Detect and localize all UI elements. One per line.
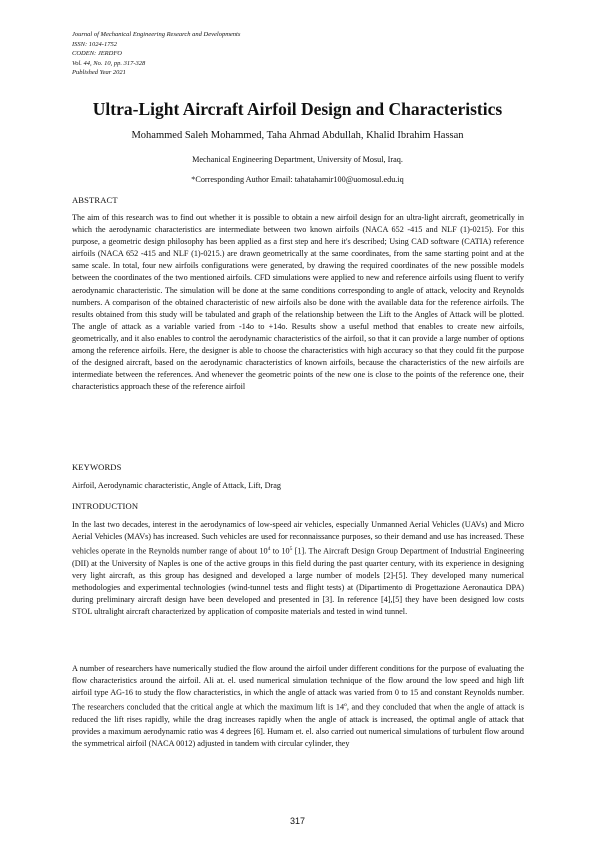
intro-p1-text-a: In the last two decades, interest in the aerodynamics of low-speed air vehicles, especially Unmanned Aerial Vehicles (UAVs) and Micro Aerial Vehicles (MAVs) has increased. Such vehicles are used for reconnaissance purposes, so their demand and use has increased. These vehicles operate in the Reynolds number range of about — [72, 520, 524, 556]
intro-paragraph-1 — [72, 519, 524, 618]
intro-p2-text-b: , and they concluded that when the angle of attack is reduced the lift rises rapidly, while the drag increases rapidly when the angle of attack is increased, the optimal angle of attack that provides a maximum aerodynamic ratio was 4 degrees [6]. Humam et. el. also carried out numerical simulations of turbulent flow around the symmetrical airfoil (NACA 0012) adjusted in tandem with circular cylinder, they — [72, 703, 524, 749]
author-affiliation: Mechanical Engineering Department, University of Mosul, Iraq. — [192, 155, 403, 164]
keywords-text: Airfoil, Aerodynamic characteristic, Angle of Attack, Lift, Drag — [72, 481, 281, 490]
reynolds-high-exponent: 5 — [289, 546, 293, 553]
introduction-heading: INTRODUCTION — [72, 501, 139, 511]
journal-coden: CODEN: JERDFO — [72, 50, 123, 58]
paper-authors: Mohammed Saleh Mohammed, Taha Ahmad Abdullah, Khalid Ibrahim Hassan — [131, 130, 464, 141]
abstract-heading: ABSTRACT — [72, 195, 118, 205]
intro-p2-text-a: A number of researchers have numerically studied the flow around the airfoil under different conditions for the purpose of evaluating the flow characteristics around the airfoil. Ali at. el. used numerical simulation technique of the flow around the low speed and high lift airfoil type AG-16 to study the flow characteristics, in which the angle of attack was varied from 0 to 15 and constant Reynolds number. The researchers concluded that the critical angle at which the maximum lift is 14 — [72, 664, 524, 713]
keywords-heading: KEYWORDS — [72, 462, 122, 472]
corresponding-email: *Corresponding Author Email: tahatahamir100@uomosul.edu.iq — [191, 175, 404, 184]
journal-published: Published Year 2021 — [72, 69, 126, 77]
journal-name: Journal of Mechanical Engineering Research and Developments — [72, 31, 241, 38]
page-number: 317 — [289, 816, 306, 826]
journal-volume: Vol. 44, No. 10, pp. 317-328 — [72, 59, 146, 67]
reynolds-low-exponent: 4 — [267, 546, 271, 553]
reynolds-high-base: 10 — [281, 546, 290, 556]
abstract-text: The aim of this research was to find out whether it is possible to obtain a new airfoil design for an ultra-light aircraft, geometrically in which the aerodynamic characteristics are intermediate between two known airfoils (NACA 652 -415 and NLF (1)-0215). For this purpose, a geometric design philosophy has been applied as a first step and here it's described; Using CAD software (CATIA) reference airfoils (NACA 652 -415 and NLF (1)-0215.) are drawn geometrically at the same coordinates, from the same starting point and at the same scale. In total, four new airfoils configurations were generated, by drawing the required coordinates of the new possible models between the coordinates of the two mentioned airfoils. CFD simulations were applied to new and reference airfoils using fluent to verify aerodynamic characteristic. The simulation will be done at the same conditions corresponding to angle of attack, velocity and Reynolds numbers. A comparison of the obtained characteristic of new airfoils also be done with the available data for the reference airfoils. The results obtained from this study will be tabulated and graph of the relationship between the Lift to the Angles of Attack will be plotted. The angle of attack as a variable varied from -14o to +14o. Results show a useful method that enables to create new airfoils, geometrically, and it also enables to control the aerodynamic characteristics of the airfoil, so that it can provide a large number of options among the reference airfoils. Here, the designer is able to choose the characteristics with high accuracy so that they could fit the purpose of the designed aircraft, based on the aerodynamic characteristics of known airfoils, because the characteristics of the new airfoils are intermediate between the references. And whenever the geometric points of the new one is close to the points of the reference one, their characteristics approach these of the reference airfoil — [72, 213, 524, 392]
degree-symbol: o — [344, 702, 347, 709]
journal-issn: ISSN: 1024-1752 — [72, 40, 117, 48]
reynolds-range-to: to — [270, 546, 282, 556]
intro-paragraph-2 — [72, 663, 524, 750]
paper-title: Ultra-Light Aircraft Airfoil Design and Characteristics — [92, 99, 503, 119]
reynolds-low-base: 10 — [259, 546, 268, 556]
intro-p1-text-b: [1]. The Aircraft Design Group Department of Industrial Engineering (DII) at the University of Naples is one of the active groups in this field during the past quarter century, with its experience in designing very light aircraft, as this group has designed and developed a large number of models [2]-[5]. They developed many numerical methodologies and experimental technologies (wind-tunnel tests and flight tests) at (Dipartimento di Progettazione Aeronautica DPA) during preliminary aircraft design have been developed and presented in [3]. In reference [4],[5] they have been designed low costs STOL ultralight aircraft characterized by application of composite materials and tested in wind tunnel. — [72, 546, 525, 617]
journal-header — [72, 30, 240, 78]
